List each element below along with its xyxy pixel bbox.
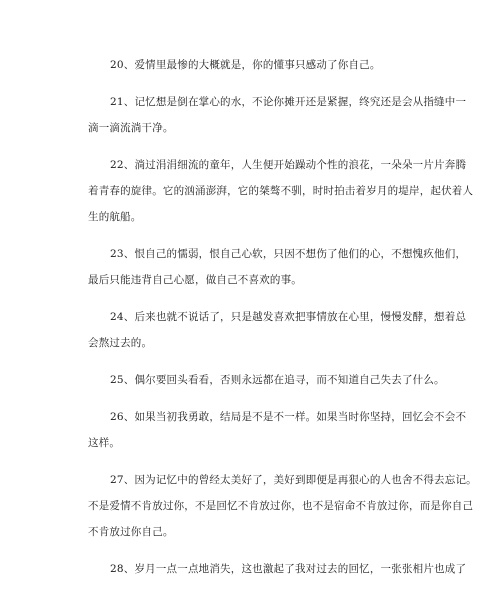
paragraph-line: 这样。	[88, 437, 121, 449]
paragraph-line: 会熬过去的。	[88, 337, 153, 349]
paragraph-line: 28、岁月一点一点地消失，这也激起了我对过去的回忆，一张张相片也成了	[110, 563, 467, 575]
paragraph-line: 23、恨自己的懦弱，恨自己心软，只因不想伤了他们的心，不想愧疚他们，	[110, 248, 467, 260]
paragraph-line: 22、淌过涓涓细流的童年，人生便开始躁动个性的浪花，一朵朵一片片奔腾	[110, 159, 467, 171]
paragraph-20	[66, 52, 436, 78]
paragraph-line: 27、因为记忆中的曾经太美好了，美好到即便是再狠心的人也舍不得去忘记。	[110, 474, 477, 486]
paragraph-24	[66, 304, 467, 356]
paragraph-28	[66, 556, 467, 582]
paragraph-23	[66, 241, 467, 293]
paragraph-line: 21、记忆想是倒在掌心的水，不论你摊开还是紧握，终究还是会从指缝中一	[110, 96, 467, 108]
paragraph-line: 最后只能违背自己心愿，做自己不喜欢的事。	[88, 274, 302, 286]
paragraph-26	[66, 404, 467, 456]
paragraph-line: 25、偶尔要回头看看，否则永远都在追寻，而不知道自己失去了什么。	[110, 374, 445, 386]
paragraph-22	[66, 152, 474, 230]
paragraph-line: 不是爱情不肯放过你，不是回忆不肯放过你，也不是宿命不肯放过你，而是你自己	[88, 500, 474, 512]
document-body	[66, 52, 477, 593]
paragraph-line: 生的航船。	[88, 211, 142, 223]
paragraph-line: 着青春的旋律。它的汹涌澎湃，它的桀骜不驯，时时拍击着岁月的堤岸，起伏着人	[88, 185, 474, 197]
paragraph-line: 滴一滴流淌干净。	[88, 122, 174, 134]
paragraph-21	[66, 89, 467, 141]
paragraph-line: 20、爱情里最惨的大概就是，你的懂事只感动了你自己。	[110, 59, 381, 71]
paragraph-line: 不肯放过你自己。	[88, 526, 174, 538]
paragraph-25	[66, 367, 445, 393]
paragraph-line: 24、后来也就不说话了，只是越发喜欢把事情放在心里，慢慢发酵，想着总	[110, 311, 467, 323]
paragraph-27	[66, 467, 477, 545]
paragraph-line: 26、如果当初我勇敢，结局是不是不一样。如果当时你坚持，回忆会不会不	[110, 411, 467, 423]
